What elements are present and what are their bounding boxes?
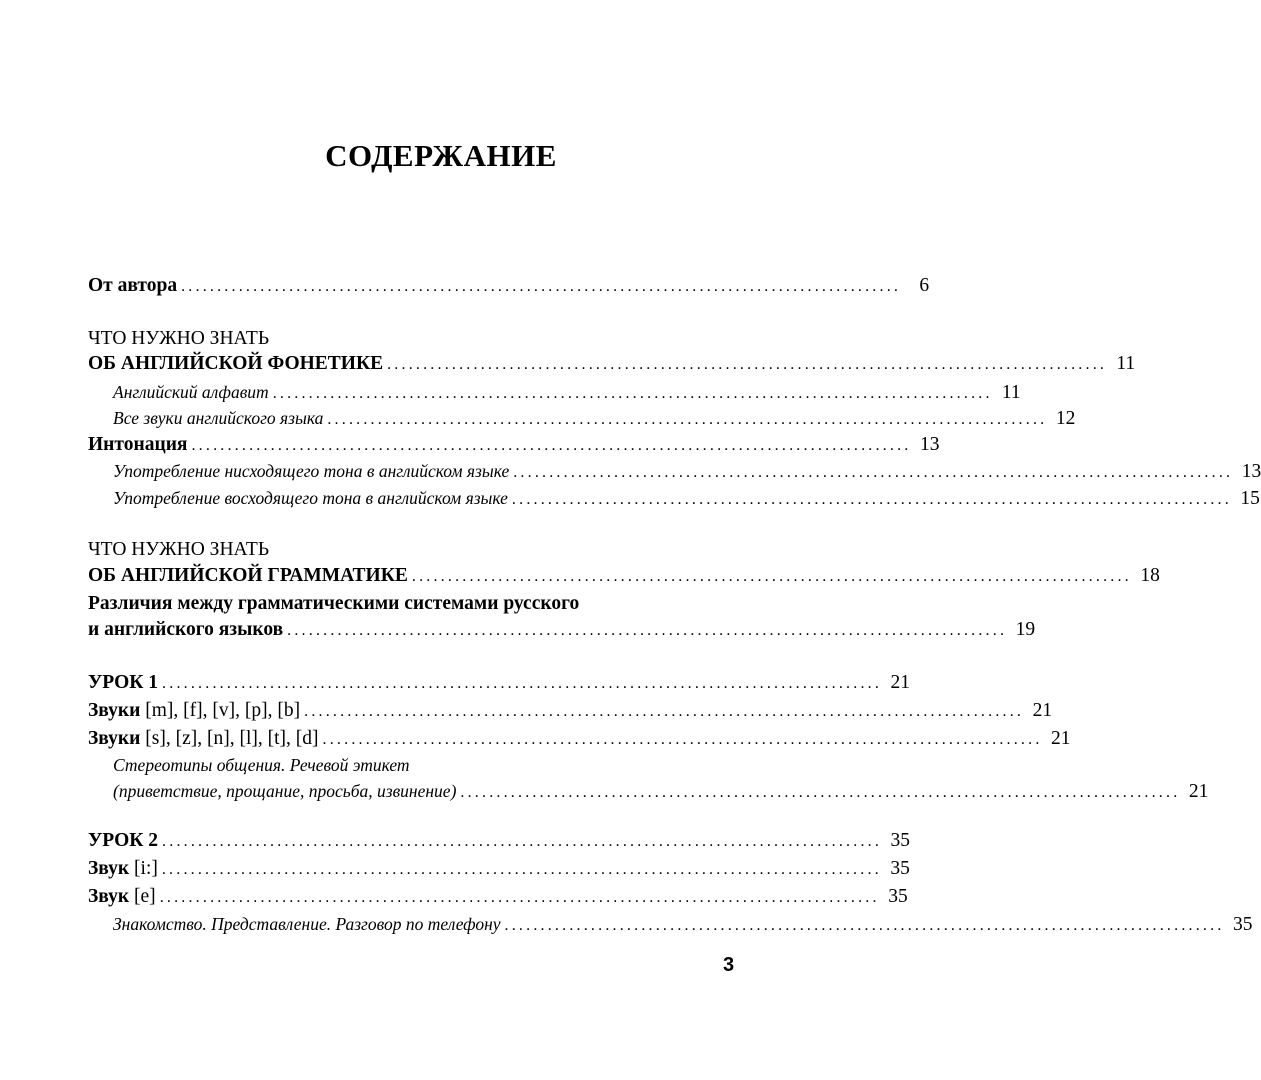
leader-dots: .................................................................................................... (327, 411, 1048, 428)
leader-dots: .................................................................................................... (181, 278, 902, 295)
toc-page-number: 18 (1140, 565, 1160, 586)
toc-entry-prefix: Звуки (88, 700, 141, 721)
toc-page-number: 35 (1233, 914, 1253, 935)
section-heading-phonetics: ЧТО НУЖНО ЗНАТЬ (88, 328, 270, 349)
toc-entry-sound-i[interactable] (88, 857, 910, 881)
toc-page-number: 15 (1240, 488, 1260, 509)
toc-entry-differences[interactable] (88, 618, 1036, 642)
leader-dots: .................................................................................................... (272, 385, 993, 402)
toc-entry-prefix: Звук (88, 886, 130, 907)
toc-entry-label: УРОК 1 (88, 672, 159, 693)
toc-entry-sound-e[interactable] (88, 885, 908, 909)
toc-entry-prefix: Звуки (88, 728, 141, 749)
leader-dots: .................................................................................................... (162, 833, 883, 850)
leader-dots: .................................................................................................... (162, 675, 883, 692)
toc-page-number: 11 (1116, 353, 1136, 374)
toc-entry-label: ОБ АНГЛИЙСКОЙ ГРАММАТИКЕ (88, 565, 408, 586)
leader-dots: .................................................................................................... (159, 889, 880, 906)
toc-page-number: 13 (919, 434, 940, 455)
toc-page-number: 21 (1188, 781, 1209, 802)
leader-dots: .................................................................................................... (513, 464, 1234, 481)
toc-entry-label (88, 885, 156, 909)
toc-entry-acquaintance[interactable] (113, 912, 1253, 936)
toc-entry-label: Все звуки английского языка (113, 408, 324, 428)
toc-entry-from-author[interactable] (88, 274, 930, 298)
leader-dots: .................................................................................................... (304, 703, 1025, 720)
toc-entry-intonation[interactable] (88, 433, 940, 457)
toc-page-number: 12 (1055, 408, 1076, 429)
toc-page-number: 21 (890, 672, 911, 693)
leader-dots: .................................................................................................... (411, 568, 1132, 585)
leader-dots: .................................................................................................... (460, 784, 1181, 801)
toc-entry-label: От автора (88, 275, 178, 296)
toc-entry-phonemes: [e] (129, 886, 156, 907)
toc-page-number: 35 (890, 830, 911, 851)
leader-dots: .................................................................................................... (191, 437, 912, 454)
page-title: СОДЕРЖАНИЕ (325, 138, 557, 173)
toc-page-number: 35 (890, 858, 910, 879)
toc-entry-label: ОБ АНГЛИЙСКОЙ ФОНЕТИКЕ (88, 353, 384, 374)
toc-entry-label (88, 857, 158, 881)
toc-entry-label: (приветствие, прощание, просьба, извинение) (113, 781, 457, 801)
toc-entry-label: Английский алфавит (113, 382, 269, 402)
toc-entry-phonemes: [s], [z], [n], [l], [t], [d] (140, 728, 319, 749)
leader-dots: .................................................................................................... (322, 731, 1043, 748)
toc-page-number: 21 (1032, 700, 1053, 721)
toc-entry-label: Употребление восходящего тона в английском языке (113, 488, 508, 508)
leader-dots: .................................................................................................... (287, 622, 1008, 639)
leader-dots: .................................................................................................... (387, 356, 1108, 373)
toc-entry-grammar[interactable] (88, 564, 1160, 588)
section-heading-grammar: ЧТО НУЖНО ЗНАТЬ (88, 539, 270, 560)
toc-entry-alphabet[interactable] (113, 380, 1021, 404)
toc-entry-etiquette-line1: Стереотипы общения. Речевой этикет (113, 755, 410, 775)
toc-entry-label: Интонация (88, 434, 188, 455)
toc-entry-sounds-1b[interactable] (88, 727, 1071, 751)
toc-entry-label: Употребление нисходящего тона в английском языке (113, 461, 510, 481)
toc-page-number: 35 (888, 886, 908, 907)
leader-dots: .................................................................................................... (161, 861, 882, 878)
toc-entry-phonemes: [i:] (129, 858, 158, 879)
toc-page-number: 19 (1015, 619, 1036, 640)
toc-entry-sounds-1a[interactable] (88, 699, 1053, 723)
toc-entry-label: УРОК 2 (88, 830, 159, 851)
toc-page-number: 13 (1241, 461, 1261, 482)
toc-entry-label (88, 699, 300, 723)
toc-entry-phonetics[interactable] (88, 352, 1136, 376)
toc-page-number: 6 (919, 275, 930, 296)
toc-page-number: 21 (1051, 728, 1071, 749)
toc-entry-rising-tone[interactable] (113, 486, 1260, 510)
toc-entry-prefix: Звук (88, 858, 130, 879)
leader-dots: .................................................................................................... (511, 491, 1232, 508)
toc-page-number: 11 (1001, 382, 1021, 403)
page-number: 3 (723, 954, 735, 976)
toc-entry-lesson-1[interactable] (88, 671, 911, 695)
toc-entry-etiquette[interactable] (113, 779, 1209, 803)
toc-entry-lesson-2[interactable] (88, 829, 911, 853)
leader-dots: .................................................................................................... (504, 917, 1225, 934)
toc-entry-label: Знакомство. Представление. Разговор по телефону (113, 914, 501, 934)
toc-entry-falling-tone[interactable] (113, 459, 1261, 483)
toc-entry-phonemes: [m], [f], [v], [p], [b] (140, 700, 301, 721)
toc-entry-label: и английского языков (88, 619, 284, 640)
toc-entry-label (88, 727, 319, 751)
toc-entry-differences-line1: Различия между грамматическими системами русского (88, 593, 580, 614)
toc-entry-all-sounds[interactable] (113, 406, 1076, 430)
